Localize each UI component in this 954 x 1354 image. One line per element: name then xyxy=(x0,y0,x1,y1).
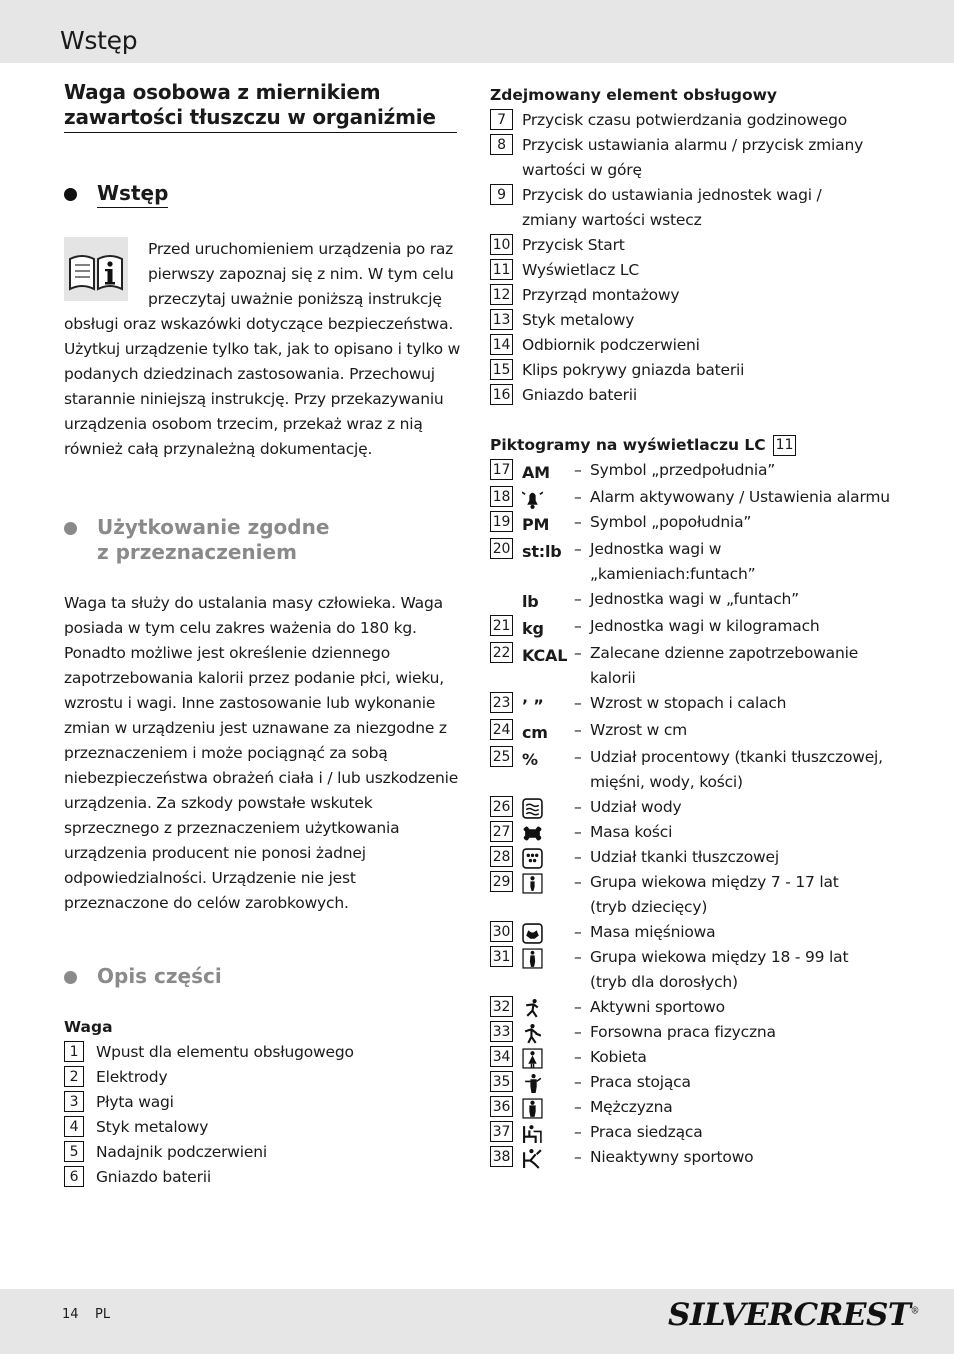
dash-separator: – xyxy=(574,461,582,479)
item-number: 15 xyxy=(490,359,513,380)
item-label xyxy=(522,308,890,333)
bone-icon xyxy=(522,820,574,845)
section-heading-parts: Opis części xyxy=(64,964,464,989)
dash-separator: – xyxy=(574,488,582,506)
item-label xyxy=(590,1145,890,1170)
picto-heading: Piktogramy na wyświetlaczu LC 11 xyxy=(490,433,890,458)
item-label-line: Udział wody xyxy=(590,798,682,816)
item-label-line: Aktywni sportowo xyxy=(590,998,725,1016)
pictogram-row xyxy=(490,820,890,845)
pictogram-symbol: PM xyxy=(522,515,550,534)
item-label xyxy=(590,718,890,745)
item-label-line: zmiany wartości wstecz xyxy=(522,211,702,229)
pictogram-row xyxy=(490,718,890,745)
item-label-line: Mężczyzna xyxy=(590,1098,673,1116)
item-number: 31 xyxy=(490,946,513,967)
intro-block xyxy=(64,237,464,462)
pictogram-row xyxy=(490,510,890,537)
item-number: 27 xyxy=(490,821,513,842)
dash-separator: – xyxy=(574,1148,582,1166)
item-label xyxy=(590,945,890,995)
pictogram-row xyxy=(490,945,890,995)
item-label-line: Przyrząd montażowy xyxy=(522,286,680,304)
part-row xyxy=(64,1090,464,1115)
bullet-icon xyxy=(64,522,77,535)
item-number: 7 xyxy=(490,109,513,130)
item-label xyxy=(590,745,890,795)
part-row xyxy=(490,308,890,333)
item-label-line: mięśni, wody, kości) xyxy=(590,773,743,791)
item-label-line: (tryb dziecięcy) xyxy=(590,898,708,916)
inactive-icon xyxy=(522,1145,574,1170)
item-number: 37 xyxy=(490,1121,513,1142)
bullet-icon xyxy=(64,188,77,201)
heavy-work-icon xyxy=(522,1020,574,1045)
item-label-line: wartości w górę xyxy=(522,161,642,179)
item-label xyxy=(590,1045,890,1070)
pictogram-row xyxy=(490,587,890,614)
pictogram-row xyxy=(490,1145,890,1170)
item-number: 20 xyxy=(490,538,513,559)
part-row xyxy=(490,233,890,258)
pictogram-row xyxy=(490,745,890,795)
left-column xyxy=(64,80,464,1190)
dash-separator: – xyxy=(574,1023,582,1041)
item-label-line: Jednostka wagi w kilogramach xyxy=(590,617,820,635)
pictogram-row xyxy=(490,1120,890,1145)
bell-icon xyxy=(522,485,574,510)
part-row xyxy=(64,1040,464,1065)
item-label-line: Gniazdo baterii xyxy=(96,1168,211,1186)
part-row xyxy=(490,333,890,358)
item-number: 28 xyxy=(490,846,513,867)
dash-separator: – xyxy=(574,948,582,966)
item-number: 10 xyxy=(490,234,513,255)
adult-icon xyxy=(522,945,574,995)
part-row xyxy=(490,133,890,183)
dash-separator: – xyxy=(574,721,582,739)
man-icon xyxy=(522,1095,574,1120)
sitting-work-icon xyxy=(522,1120,574,1145)
item-number: 29 xyxy=(490,871,513,892)
pictogram-symbol: AM xyxy=(522,463,550,482)
section-heading-intro: Wstęp xyxy=(64,181,464,208)
item-label-line: Płyta wagi xyxy=(96,1093,174,1111)
pictogram-symbol: kg xyxy=(522,619,544,638)
item-label-line: Jednostka wagi w „kamieniach:funtach” xyxy=(590,540,756,583)
item-label xyxy=(522,333,890,358)
item-label-line: Forsowna praca fizyczna xyxy=(590,1023,776,1041)
part-row xyxy=(64,1115,464,1140)
item-label-line: Przycisk do ustawiania jednostek wagi / xyxy=(522,186,822,204)
item-number: 21 xyxy=(490,615,513,636)
item-label-line: Przycisk Start xyxy=(522,236,625,254)
item-label xyxy=(96,1140,464,1165)
item-label xyxy=(590,587,890,614)
picto-ref-number: 11 xyxy=(773,435,796,456)
item-label-line: Styk metalowy xyxy=(96,1118,209,1136)
document-title: Waga osobowa z miernikiem zawartości tłuszczu w organiźmie xyxy=(64,80,457,133)
item-label xyxy=(590,1095,890,1120)
pictogram-row xyxy=(490,995,890,1020)
pictogram-row xyxy=(490,1070,890,1095)
item-label xyxy=(590,845,890,870)
item-number: 30 xyxy=(490,921,513,942)
dash-separator: – xyxy=(574,798,582,816)
dash-separator: – xyxy=(574,998,582,1016)
dash-separator: – xyxy=(574,848,582,866)
item-label-line: Gniazdo baterii xyxy=(522,386,637,404)
item-label-line: Elektrody xyxy=(96,1068,168,1086)
pictogram-symbol: lb xyxy=(522,592,539,611)
item-label xyxy=(590,458,890,485)
item-label-line: Styk metalowy xyxy=(522,311,635,329)
item-label-line: Masa mięśniowa xyxy=(590,923,716,941)
item-number: 14 xyxy=(490,334,513,355)
pictogram-row xyxy=(490,920,890,945)
pictogram-row xyxy=(490,795,890,820)
item-number: 24 xyxy=(490,719,513,740)
item-label-line: Jednostka wagi w „funtach” xyxy=(590,590,799,608)
item-number: 22 xyxy=(490,642,513,663)
dash-separator: – xyxy=(574,748,582,766)
pictogram-row xyxy=(490,614,890,641)
item-label-line: Wpust dla elementu obsługowego xyxy=(96,1043,354,1061)
page-number: 14 xyxy=(62,1307,79,1322)
item-number: 23 xyxy=(490,692,513,713)
item-label-line: Udział tkanki tłuszczowej xyxy=(590,848,779,866)
language-code: PL xyxy=(95,1307,111,1322)
item-label-line: Nieaktywny sportowo xyxy=(590,1148,754,1166)
item-label-line: (tryb dla dorosłych) xyxy=(590,973,738,991)
dash-separator: – xyxy=(574,873,582,891)
item-label xyxy=(522,358,890,383)
item-label xyxy=(590,820,890,845)
item-label xyxy=(590,510,890,537)
use-text: Waga ta służy do ustalania masy człowieka. Waga posiada w tym celu zakres ważenia do 180 kg. Ponadto możliwe jest określenie dziennego zapotrzebowania kalorii przez podanie płci, wieku, wzrostu i wagi. Inne zastosowanie lub wykonanie zmian w urządzeniu jest uznawane za niezgodne z przeznaczeniem i może pociągnąć za sobą niebezpieczeństwa obrażeń ciała i / lub uszkodzenie urządzenia. Za szkody powstałe wskutek sprzecznego z przeznaczeniem użytkowania urządzenia producent nie ponosi żadnej odpowiedzialności. Urządzenie nie jest przeznaczone do celów zarobkowych. xyxy=(64,594,459,912)
dash-separator: – xyxy=(574,1123,582,1141)
item-number: 38 xyxy=(490,1146,513,1167)
item-label-line: Alarm aktywowany / Ustawienia alarmu xyxy=(590,488,890,506)
dash-separator: – xyxy=(574,1048,582,1066)
water-icon xyxy=(522,795,574,820)
item-label xyxy=(96,1165,464,1190)
item-number: 19 xyxy=(490,511,513,532)
item-label xyxy=(590,691,890,718)
pictogram-symbol: KCAL xyxy=(522,646,568,665)
item-number xyxy=(490,588,513,609)
dash-separator: – xyxy=(574,823,582,841)
standing-work-icon xyxy=(522,1070,574,1095)
item-label xyxy=(522,258,890,283)
part-row xyxy=(490,183,890,233)
bullet-icon xyxy=(64,971,77,984)
item-label xyxy=(522,383,890,408)
dash-separator: – xyxy=(574,513,582,531)
item-label-line: Masa kości xyxy=(590,823,673,841)
dash-separator: – xyxy=(574,1098,582,1116)
section-heading-use: Użytkowanie zgodne z przeznaczeniem xyxy=(64,515,464,565)
item-number: 6 xyxy=(64,1166,84,1187)
item-label xyxy=(590,870,890,920)
item-label-line: Symbol „przedpołudnia” xyxy=(590,461,776,479)
item-label-line: Zalecane dzienne zapotrzebowanie xyxy=(590,644,859,662)
pictogram-row xyxy=(490,1045,890,1070)
dash-separator: – xyxy=(574,1073,582,1091)
item-number: 34 xyxy=(490,1046,513,1067)
item-label xyxy=(96,1090,464,1115)
item-label xyxy=(590,641,890,691)
item-label xyxy=(590,1070,890,1095)
item-number: 12 xyxy=(490,284,513,305)
page-header-title: Wstęp xyxy=(60,26,138,55)
item-label-line: Praca siedząca xyxy=(590,1123,703,1141)
item-number: 25 xyxy=(490,746,513,767)
pictogram-row xyxy=(490,458,890,485)
header-band xyxy=(0,0,954,63)
dash-separator: – xyxy=(574,923,582,941)
item-number: 1 xyxy=(64,1041,84,1062)
item-label-line: kalorii xyxy=(590,669,636,687)
item-label xyxy=(590,1020,890,1045)
item-label xyxy=(522,133,890,183)
item-label-line: Praca stojąca xyxy=(590,1073,691,1091)
item-label xyxy=(96,1040,464,1065)
part-row xyxy=(490,108,890,133)
item-number: 5 xyxy=(64,1141,84,1162)
item-number: 11 xyxy=(490,259,513,280)
item-label-line: Nadajnik podczerwieni xyxy=(96,1143,267,1161)
scale-heading: Waga xyxy=(64,1018,113,1036)
pictogram-row xyxy=(490,1020,890,1045)
dash-separator: – xyxy=(574,590,582,608)
item-label xyxy=(590,537,890,587)
dash-separator: – xyxy=(574,617,582,635)
pictogram-row xyxy=(490,845,890,870)
item-label xyxy=(590,795,890,820)
dash-separator: – xyxy=(574,644,582,662)
muscle-icon xyxy=(522,920,574,945)
item-number: 16 xyxy=(490,384,513,405)
item-label xyxy=(522,183,890,233)
part-row xyxy=(490,358,890,383)
item-number: 9 xyxy=(490,184,513,205)
pictogram-row xyxy=(490,641,890,691)
item-label-line: Przycisk ustawiania alarmu / przycisk zmiany xyxy=(522,136,864,154)
info-book-icon xyxy=(64,237,128,301)
item-label-line: Klips pokrywy gniazda baterii xyxy=(522,361,745,379)
part-row xyxy=(64,1140,464,1165)
pictogram-symbol: % xyxy=(522,750,538,769)
item-label xyxy=(590,614,890,641)
dash-separator: – xyxy=(574,540,582,558)
item-label xyxy=(590,995,890,1020)
item-number: 3 xyxy=(64,1091,84,1112)
item-label-line: Symbol „popołudnia” xyxy=(590,513,752,531)
item-number: 2 xyxy=(64,1066,84,1087)
item-label xyxy=(590,1120,890,1145)
part-row xyxy=(490,258,890,283)
control-parts-list xyxy=(490,108,890,408)
part-row xyxy=(490,383,890,408)
part-row xyxy=(490,283,890,308)
pictogram-list xyxy=(490,458,890,1170)
pictogram-row xyxy=(490,1095,890,1120)
item-label xyxy=(96,1065,464,1090)
right-column xyxy=(490,83,890,1170)
item-label-line: Kobieta xyxy=(590,1048,647,1066)
item-number: 33 xyxy=(490,1021,513,1042)
part-row xyxy=(64,1165,464,1190)
item-label-line: Wzrost w stopach i calach xyxy=(590,694,787,712)
item-label xyxy=(590,485,890,510)
item-number: 18 xyxy=(490,486,513,507)
pictogram-symbol: ’ ” xyxy=(522,696,544,715)
item-label xyxy=(590,920,890,945)
item-label xyxy=(522,108,890,133)
item-label-line: Udział procentowy (tkanki tłuszczowej, xyxy=(590,748,883,766)
woman-icon xyxy=(522,1045,574,1070)
pictogram-symbol: cm xyxy=(522,723,548,742)
item-label-line: Przycisk czasu potwierdzania godzinowego xyxy=(522,111,848,129)
brand-logo: SILVERCREST® xyxy=(668,1297,919,1333)
item-label xyxy=(522,233,890,258)
item-label-line: Grupa wiekowa między 18 - 99 lat xyxy=(590,948,849,966)
item-label-line: Grupa wiekowa między 7 - 17 lat xyxy=(590,873,839,891)
item-label-line: Wzrost w cm xyxy=(590,721,688,739)
sport-active-icon xyxy=(522,995,574,1020)
fat-icon xyxy=(522,845,574,870)
dash-separator: – xyxy=(574,694,582,712)
part-row xyxy=(64,1065,464,1090)
pictogram-row xyxy=(490,485,890,510)
pictogram-row xyxy=(490,870,890,920)
pictogram-row xyxy=(490,537,890,587)
item-label-line: Odbiornik podczerwieni xyxy=(522,336,700,354)
item-number: 26 xyxy=(490,796,513,817)
item-label xyxy=(522,283,890,308)
item-number: 17 xyxy=(490,459,513,480)
item-number: 13 xyxy=(490,309,513,330)
item-number: 32 xyxy=(490,996,513,1017)
item-label xyxy=(96,1115,464,1140)
item-number: 8 xyxy=(490,134,513,155)
item-number: 36 xyxy=(490,1096,513,1117)
pictogram-row xyxy=(490,691,890,718)
intro-text: Przed uruchomieniem urządzenia po raz pierwszy zapoznaj się z nim. W tym celu przeczytaj uważnie poniższą instrukcję obsługi oraz wskazówki dotyczące bezpieczeństwa. Użytkuj urządzenie tylko tak, jak to opisano i tylko w podanych dziedzinach zastosowania. Przechowuj starannie niniejszą instrukcję. Przy przekazywaniu urządzenia osobom trzecim, przekaż wraz z nią również całą przynależną dokumentację. xyxy=(64,240,461,458)
child-icon xyxy=(522,870,574,920)
item-number: 35 xyxy=(490,1071,513,1092)
item-label-line: Wyświetlacz LC xyxy=(522,261,639,279)
item-number: 4 xyxy=(64,1116,84,1137)
pictogram-symbol: st:lb xyxy=(522,542,562,561)
control-heading: Zdejmowany element obsługowy xyxy=(490,86,778,104)
scale-parts-list xyxy=(64,1040,464,1190)
